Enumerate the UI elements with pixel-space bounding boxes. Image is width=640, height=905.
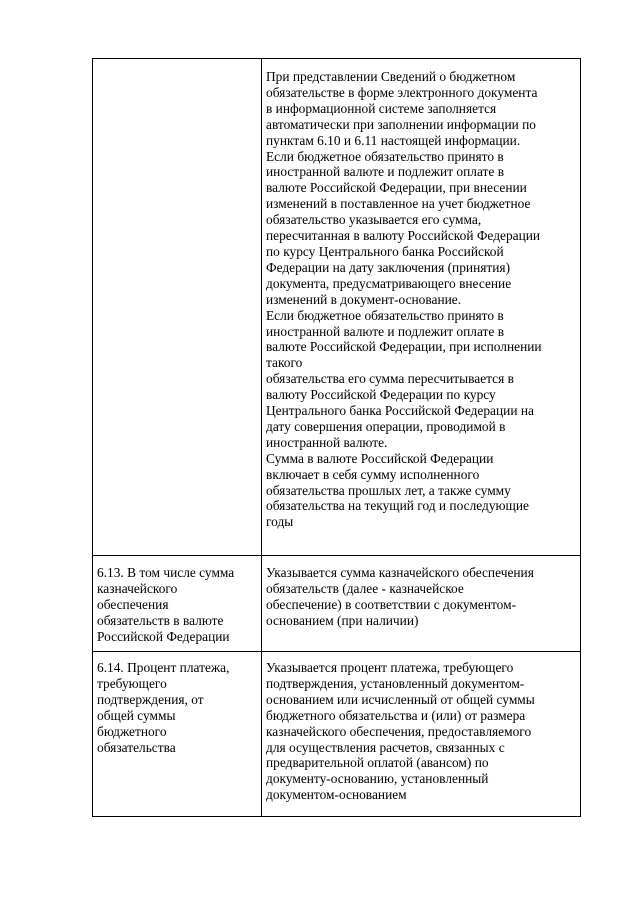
description-paragraph: Сумма в валюте Российской Федерации включает в себя сумму исполненного обязательства прошлых лет, а также сумму обязательства на текущий год и последующие годы [266,450,529,530]
table-row [93,59,581,556]
description-paragraph: При представлении Сведений о бюджетном обязательстве в форме электронного документа в информационной системе заполняется автоматически при заполнении информации по пунктам 6.10 и 6.11 настоящей информации. [266,69,538,148]
field-name-cell [93,556,262,652]
table-row [93,556,581,652]
description-paragraph: Указывается сумма казначейского обеспечения обязательств (далее - казначейское обеспечение) в соответствии с документом- основанием (при наличии) [266,565,534,628]
description-paragraph: Указывается процент платежа, требующего подтверждения, установленный документом- основанием или исчисленный от общей суммы бюджетного обязательства и (или) от размера казначейского обеспечения, предоставляемого для осуществления расчетов, связанных с предварительной оплатой (авансом) по документу-основанию, установленный документом-основанием [266,660,535,803]
table-row [93,652,581,817]
requirements-table [92,58,581,817]
field-name-text: 6.13. В том числе сумма казначейского обеспечения обязательств в валюте Российской Федерации [97,565,235,644]
field-description-cell [262,652,581,817]
description-paragraph: Если бюджетное обязательство принято в иностранной валюте и подлежит оплате в валюте Российской Федерации, при внесении изменений в поставленное на учет бюджетное обязательство указывается его сумма, пересчитанная в валюту Российской Федерации по курсу Центрального банка Российской Федерации на дату заключения (принятия) документа, предусматривающего внесение изменений в документ-основание. [266,148,541,307]
field-name-cell [93,652,262,817]
field-name-cell [93,59,262,556]
field-description-cell [262,59,581,556]
field-description-cell [262,556,581,652]
field-name-text: 6.14. Процент платежа, требующего подтверждения, от общей суммы бюджетного обязательства [97,660,230,755]
description-paragraph: Если бюджетное обязательство принято в иностранной валюте и подлежит оплате в валюте Российской Федерации, при исполнении такого обязательства его сумма пересчитывается в валюту Российской Федерации по курсу Центрального банка Российской Федерации на дату совершения операции, проводимой в иностранной валюте. [266,307,542,450]
